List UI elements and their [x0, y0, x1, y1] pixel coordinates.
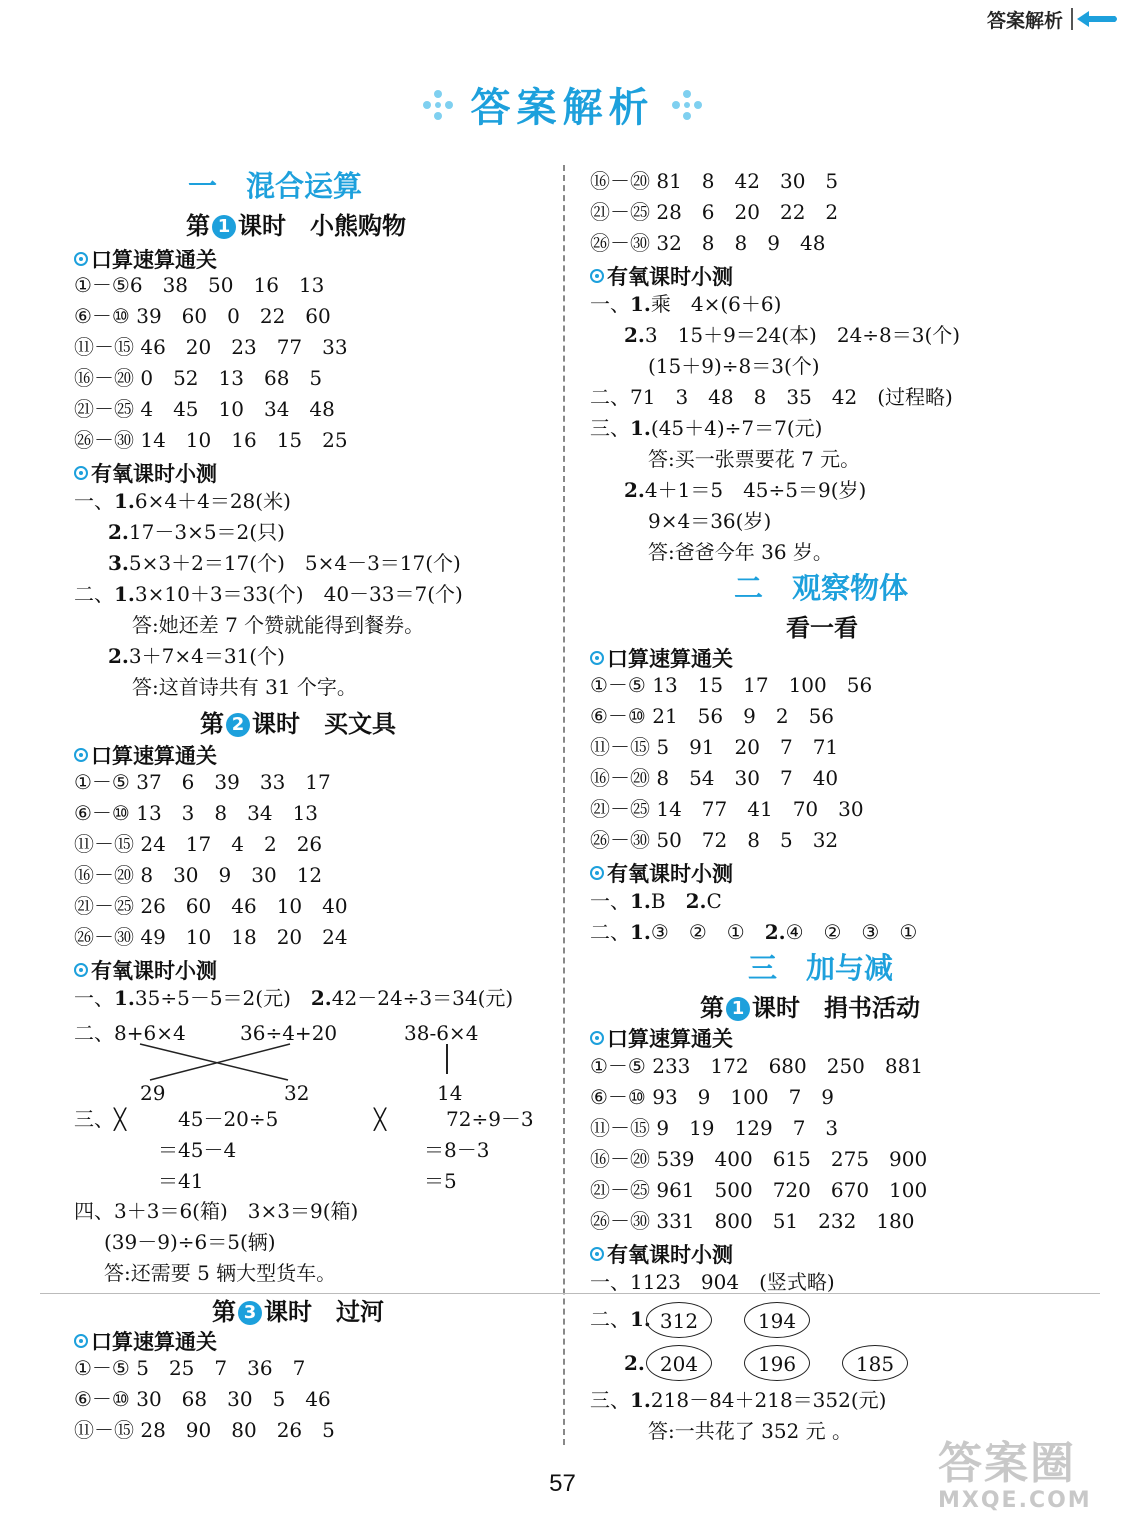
matching-result: 32 — [284, 1081, 310, 1105]
answer-line: (39－9)÷6＝5(辆) — [104, 1230, 276, 1254]
section-heading: 一 混合运算 — [188, 169, 363, 203]
answer-line: 答:爸爸今年 36 岁。 — [648, 540, 833, 564]
section-heading: 二 观察物体 — [734, 571, 909, 605]
answer-line: 二、1.③ ② ① 2.④ ② ③ ① — [590, 920, 918, 944]
answer-line: ⑯－⑳ 0 52 13 68 5 — [74, 366, 323, 390]
answer-line: ㉖－㉚ 32 8 8 9 48 — [590, 231, 826, 255]
subheading-kousuan: 口算速算通关 — [590, 1023, 733, 1053]
answer-line: 2.17－3×5＝2(只) — [108, 520, 285, 544]
answer-line: 9×4＝36(岁) — [648, 509, 772, 533]
answer-line: 一、1.6×4＋4＝28(米) — [74, 489, 291, 513]
lesson-number-badge: 3 — [238, 1301, 262, 1325]
answer-line: ㉑－㉕ 14 77 41 70 30 — [590, 797, 864, 821]
answer-line: ⑯－⑳ 8 30 9 30 12 — [74, 863, 323, 887]
subheading-youyang: 有氧课时小测 — [590, 1239, 733, 1269]
bullet-icon — [590, 1031, 604, 1045]
answer-line: 2.4＋1＝5 45÷5＝9(岁) — [624, 478, 867, 502]
answer-line: 四、3＋3＝6(箱) 3×3＝9(箱) — [74, 1199, 359, 1223]
answer-line: 二、71 3 48 8 35 42 (过程略) — [590, 385, 953, 409]
bullet-icon — [74, 1334, 88, 1348]
answer-line: 二、1. — [590, 1307, 651, 1331]
matching-expression: 38-6×4 — [404, 1021, 479, 1045]
lesson-heading: 第 3 课时 过河 — [212, 1298, 384, 1326]
judge-line: 三、╳ — [74, 1107, 127, 1131]
circled-answer: 312 — [646, 1302, 712, 1338]
answer-line: 二、1.3×10＋3＝33(个) 40－33＝7(个) — [74, 582, 463, 606]
answer-line: ⑥－⑩ 13 3 8 34 13 — [74, 801, 319, 825]
answer-line: ㉖－㉚ 331 800 51 232 180 — [590, 1209, 915, 1233]
answer-line: ㉖－㉚ 49 10 18 20 24 — [74, 925, 348, 949]
lesson-heading: 第 1 课时 捐书活动 — [700, 994, 920, 1022]
answer-line: ⑪－⑮ 28 90 80 26 5 — [74, 1418, 335, 1442]
answer-line: (15＋9)÷8＝3(个) — [648, 354, 820, 378]
answer-line: ㉑－㉕ 961 500 720 670 100 — [590, 1178, 928, 1202]
subheading-kousuan: 口算速算通关 — [74, 244, 217, 274]
answer-line: ⑪－⑮ 24 17 4 2 26 — [74, 832, 323, 856]
bullet-icon — [590, 1247, 604, 1261]
answer-line: 2.3 15＋9＝24(本) 24÷8＝3(个) — [624, 323, 961, 347]
circled-answer: 194 — [744, 1302, 810, 1338]
answer-line: 答:还需要 5 辆大型货车。 — [104, 1261, 337, 1285]
answer-line: ⑥－⑩ 93 9 100 7 9 — [590, 1085, 835, 1109]
bullet-icon — [590, 269, 604, 283]
answer-line: 三、1.(45＋4)÷7＝7(元) — [590, 416, 823, 440]
bullet-icon — [590, 651, 604, 665]
answer-line: 答:买一张票要花 7 元。 — [648, 447, 861, 471]
answer-line: ㉑－㉕ 26 60 46 10 40 — [74, 894, 348, 918]
answer-line: 答:一共花了 352 元 。 — [648, 1419, 852, 1443]
subheading-kousuan: 口算速算通关 — [74, 740, 217, 770]
watermark: 答案圈 MXQE.COM — [938, 1438, 1092, 1513]
lesson-heading: 第 1 课时 小熊购物 — [186, 212, 406, 240]
answer-line: 3.5×3＋2＝17(个) 5×4－3＝17(个) — [108, 551, 461, 575]
answer-line: 2. — [624, 1351, 645, 1375]
header-label: 答案解析 — [986, 10, 1063, 32]
answer-line: ㉑－㉕ 28 6 20 22 2 — [590, 200, 839, 224]
answer-line: ㉖－㉚ 14 10 16 15 25 — [74, 428, 348, 452]
judge-expression: 72÷9－3 — [446, 1107, 534, 1131]
lesson-number-badge: 1 — [212, 215, 236, 239]
judge-expression: 45－20÷5 — [178, 1107, 279, 1131]
subheading-youyang: 有氧课时小测 — [74, 955, 217, 985]
answer-line: ⑯－⑳ 81 8 42 30 5 — [590, 169, 839, 193]
cross-mark-icon: ╳ — [114, 1107, 127, 1131]
answer-line: 一、1.乘 4×(6＋6) — [590, 292, 782, 316]
answer-line: ⑥－⑩ 21 56 9 2 56 — [590, 704, 835, 728]
lesson-number-badge: 2 — [226, 713, 250, 737]
matching-prefix: 二、8+6×4 — [74, 1021, 186, 1045]
subheading-youyang: 有氧课时小测 — [74, 458, 217, 488]
answer-line: ⑪－⑮ 9 19 129 7 3 — [590, 1116, 839, 1140]
answer-line: 三、1.218－84＋218＝352(元) — [590, 1388, 887, 1412]
answer-line: 一、1.B 2.C — [590, 889, 722, 913]
answer-line: ㉖－㉚ 50 72 8 5 32 — [590, 828, 839, 852]
answer-line: ①－⑤ 13 15 17 100 56 — [590, 673, 873, 697]
answer-line: ①－⑤ 233 172 680 250 881 — [590, 1054, 924, 1078]
judge-step: ＝41 — [158, 1169, 204, 1193]
subheading-kousuan: 口算速算通关 — [590, 643, 733, 673]
subheading-youyang: 有氧课时小测 — [590, 261, 733, 291]
answer-line: 一、1123 904 (竖式略) — [590, 1270, 835, 1294]
answer-line: 答:这首诗共有 31 个字。 — [132, 675, 357, 699]
cross-mark-icon: ╳ — [374, 1107, 387, 1131]
judge-step: ＝5 — [424, 1169, 457, 1193]
answer-line: ①－⑤ 37 6 39 33 17 — [74, 770, 331, 794]
matching-expression: 36÷4+20 — [240, 1021, 338, 1045]
lesson-heading: 第 2 课时 买文具 — [200, 710, 396, 738]
section-heading: 三 加与减 — [748, 951, 894, 985]
answer-line: ⑯－⑳ 539 400 615 275 900 — [590, 1147, 928, 1171]
answer-line: ⑪－⑮ 5 91 20 7 71 — [590, 735, 839, 759]
lesson-number-badge: 1 — [726, 997, 750, 1021]
answer-line: ⑯－⑳ 8 54 30 7 40 — [590, 766, 839, 790]
circled-answer: 185 — [842, 1345, 908, 1381]
answer-line: ⑪－⑮ 46 20 23 77 33 — [74, 335, 348, 359]
answer-line: 2.3＋7×4＝31(个) — [108, 644, 285, 668]
answer-line: ①－⑤6 38 50 16 13 — [74, 273, 325, 297]
answer-line: ①－⑤ 5 25 7 36 7 — [74, 1356, 306, 1380]
judge-step: ＝45－4 — [158, 1138, 237, 1162]
answer-line: ⑥－⑩ 39 60 0 22 60 — [74, 304, 331, 328]
subheading-kousuan: 口算速算通关 — [74, 1326, 217, 1356]
page-title: 答案解析 — [470, 85, 655, 131]
bullet-icon — [590, 866, 604, 880]
answer-line: 答:她还差 7 个赞就能得到餐券。 — [132, 613, 425, 637]
matching-result: 29 — [140, 1081, 166, 1105]
circled-answer: 204 — [646, 1345, 712, 1381]
answer-line: 一、1.35÷5－5＝2(元) 2.42－24÷3＝34(元) — [74, 986, 514, 1010]
judge-step: ＝8－3 — [424, 1138, 490, 1162]
circled-answer: 196 — [744, 1345, 810, 1381]
answer-line: ⑥－⑩ 30 68 30 5 46 — [74, 1387, 331, 1411]
lesson-heading: 看一看 — [786, 614, 858, 642]
subheading-youyang: 有氧课时小测 — [590, 858, 733, 888]
page-number: 57 — [549, 1470, 576, 1497]
answer-line: ㉑－㉕ 4 45 10 34 48 — [74, 397, 335, 421]
matching-result: 14 — [437, 1081, 463, 1105]
